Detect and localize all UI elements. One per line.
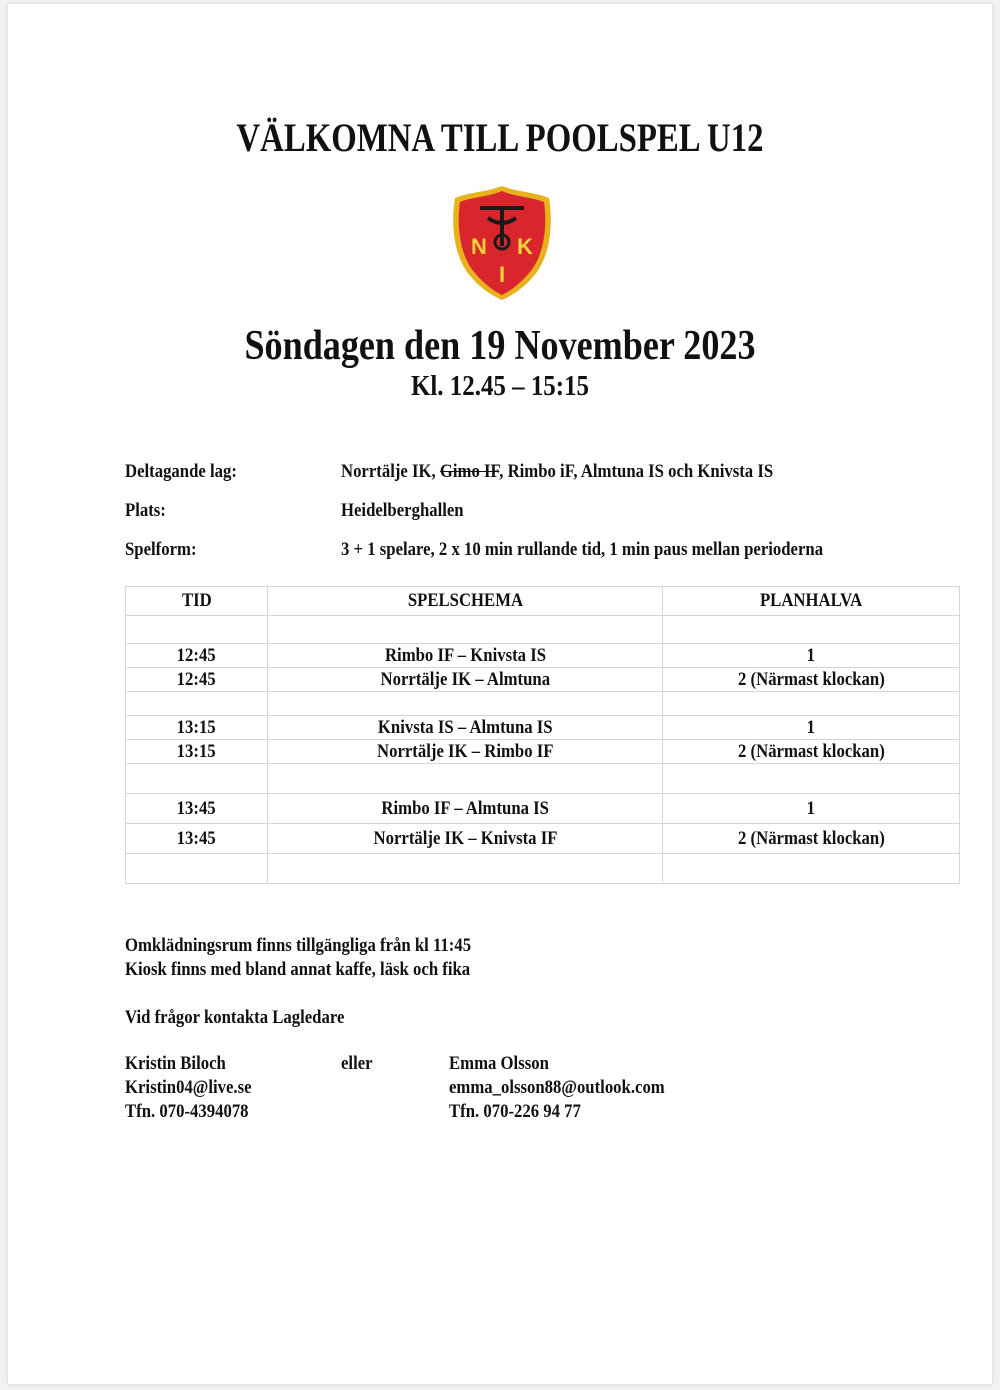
club-crest-icon xyxy=(447,182,557,302)
contact-phone: Tfn. 070-4394078 xyxy=(125,1101,249,1122)
table-cell xyxy=(663,854,960,884)
table-cell xyxy=(126,854,268,884)
table-cell xyxy=(268,764,663,794)
table-cell xyxy=(268,854,663,884)
format-label: Spelform: xyxy=(125,539,197,560)
table-row xyxy=(126,854,960,884)
column-header: TID xyxy=(126,587,268,616)
table-cell: 13:15 xyxy=(126,716,268,740)
table-cell: Rimbo IF – Knivsta IS xyxy=(268,644,663,668)
table-row xyxy=(126,692,960,716)
table-cell xyxy=(126,616,268,644)
table-cell xyxy=(126,692,268,716)
table-cell: 13:45 xyxy=(126,794,268,824)
contact-name: Kristin Biloch xyxy=(125,1053,226,1074)
table-row xyxy=(126,764,960,794)
table-cell xyxy=(663,764,960,794)
crest-letter: N xyxy=(471,234,487,259)
table-row xyxy=(126,644,960,668)
column-header: PLANHALVA xyxy=(663,587,960,616)
table-cell: Knivsta IS – Almtuna IS xyxy=(268,716,663,740)
table-row xyxy=(126,794,960,824)
table-cell: 13:15 xyxy=(126,740,268,764)
table-cell: Norrtälje IK – Almtuna xyxy=(268,668,663,692)
table-cell xyxy=(268,616,663,644)
contact-email[interactable]: Kristin04@live.se xyxy=(125,1077,252,1098)
contact-intro: Vid frågor kontakta Lagledare xyxy=(125,1007,345,1028)
table-cell: 2 (Närmast klockan) xyxy=(663,824,960,854)
crest-letter: I xyxy=(498,262,506,287)
table-cell: 1 xyxy=(663,794,960,824)
contact-phone: Tfn. 070-226 94 77 xyxy=(449,1101,581,1122)
place-value: Heidelberghallen xyxy=(341,500,464,521)
teams-text: Norrtälje IK, xyxy=(341,461,440,482)
table-cell: Rimbo IF – Almtuna IS xyxy=(268,794,663,824)
contact-email[interactable]: emma_olsson88@outlook.com xyxy=(449,1077,665,1098)
event-time: Kl. 12.45 – 15:15 xyxy=(410,370,590,402)
table-cell xyxy=(663,692,960,716)
table-row xyxy=(126,740,960,764)
table-row xyxy=(126,716,960,740)
teams-label: Deltagande lag: xyxy=(125,461,237,482)
table-row xyxy=(126,616,960,644)
schedule-table xyxy=(125,586,960,884)
table-cell xyxy=(663,616,960,644)
table-cell: 2 (Närmast klockan) xyxy=(663,668,960,692)
table-row xyxy=(126,668,960,692)
format-value: 3 + 1 spelare, 2 x 10 min rullande tid, 1 min paus mellan perioderna xyxy=(341,539,824,560)
teams-text: , Rimbo iF, Almtuna IS och Knivsta IS xyxy=(499,461,774,482)
table-cell: 1 xyxy=(663,716,960,740)
table-header-row xyxy=(126,587,960,616)
table-cell: 13:45 xyxy=(126,824,268,854)
table-cell xyxy=(268,692,663,716)
table-cell: Norrtälje IK – Knivsta IF xyxy=(268,824,663,854)
table-cell: Norrtälje IK – Rimbo IF xyxy=(268,740,663,764)
changing-room-note: Omklädningsrum finns tillgängliga från kl 11:45 xyxy=(125,935,472,956)
table-row xyxy=(126,824,960,854)
event-date: Söndagen den 19 November 2023 xyxy=(244,323,756,369)
table-cell xyxy=(126,764,268,794)
contact-name: Emma Olsson xyxy=(449,1053,549,1074)
teams-value xyxy=(341,461,773,483)
table-cell: 12:45 xyxy=(126,668,268,692)
column-header: SPELSCHEMA xyxy=(268,587,663,616)
table-cell: 2 (Närmast klockan) xyxy=(663,740,960,764)
page-title: VÄLKOMNA TILL POOLSPEL U12 xyxy=(236,115,764,160)
table-cell: 12:45 xyxy=(126,644,268,668)
crest-letter: K xyxy=(517,234,533,259)
or-text: eller xyxy=(341,1053,373,1074)
place-label: Plats: xyxy=(125,500,166,521)
table-cell: 1 xyxy=(663,644,960,668)
withdrawn-team: Gimo IF xyxy=(439,461,500,482)
kiosk-note: Kiosk finns med bland annat kaffe, läsk och fika xyxy=(125,959,471,980)
